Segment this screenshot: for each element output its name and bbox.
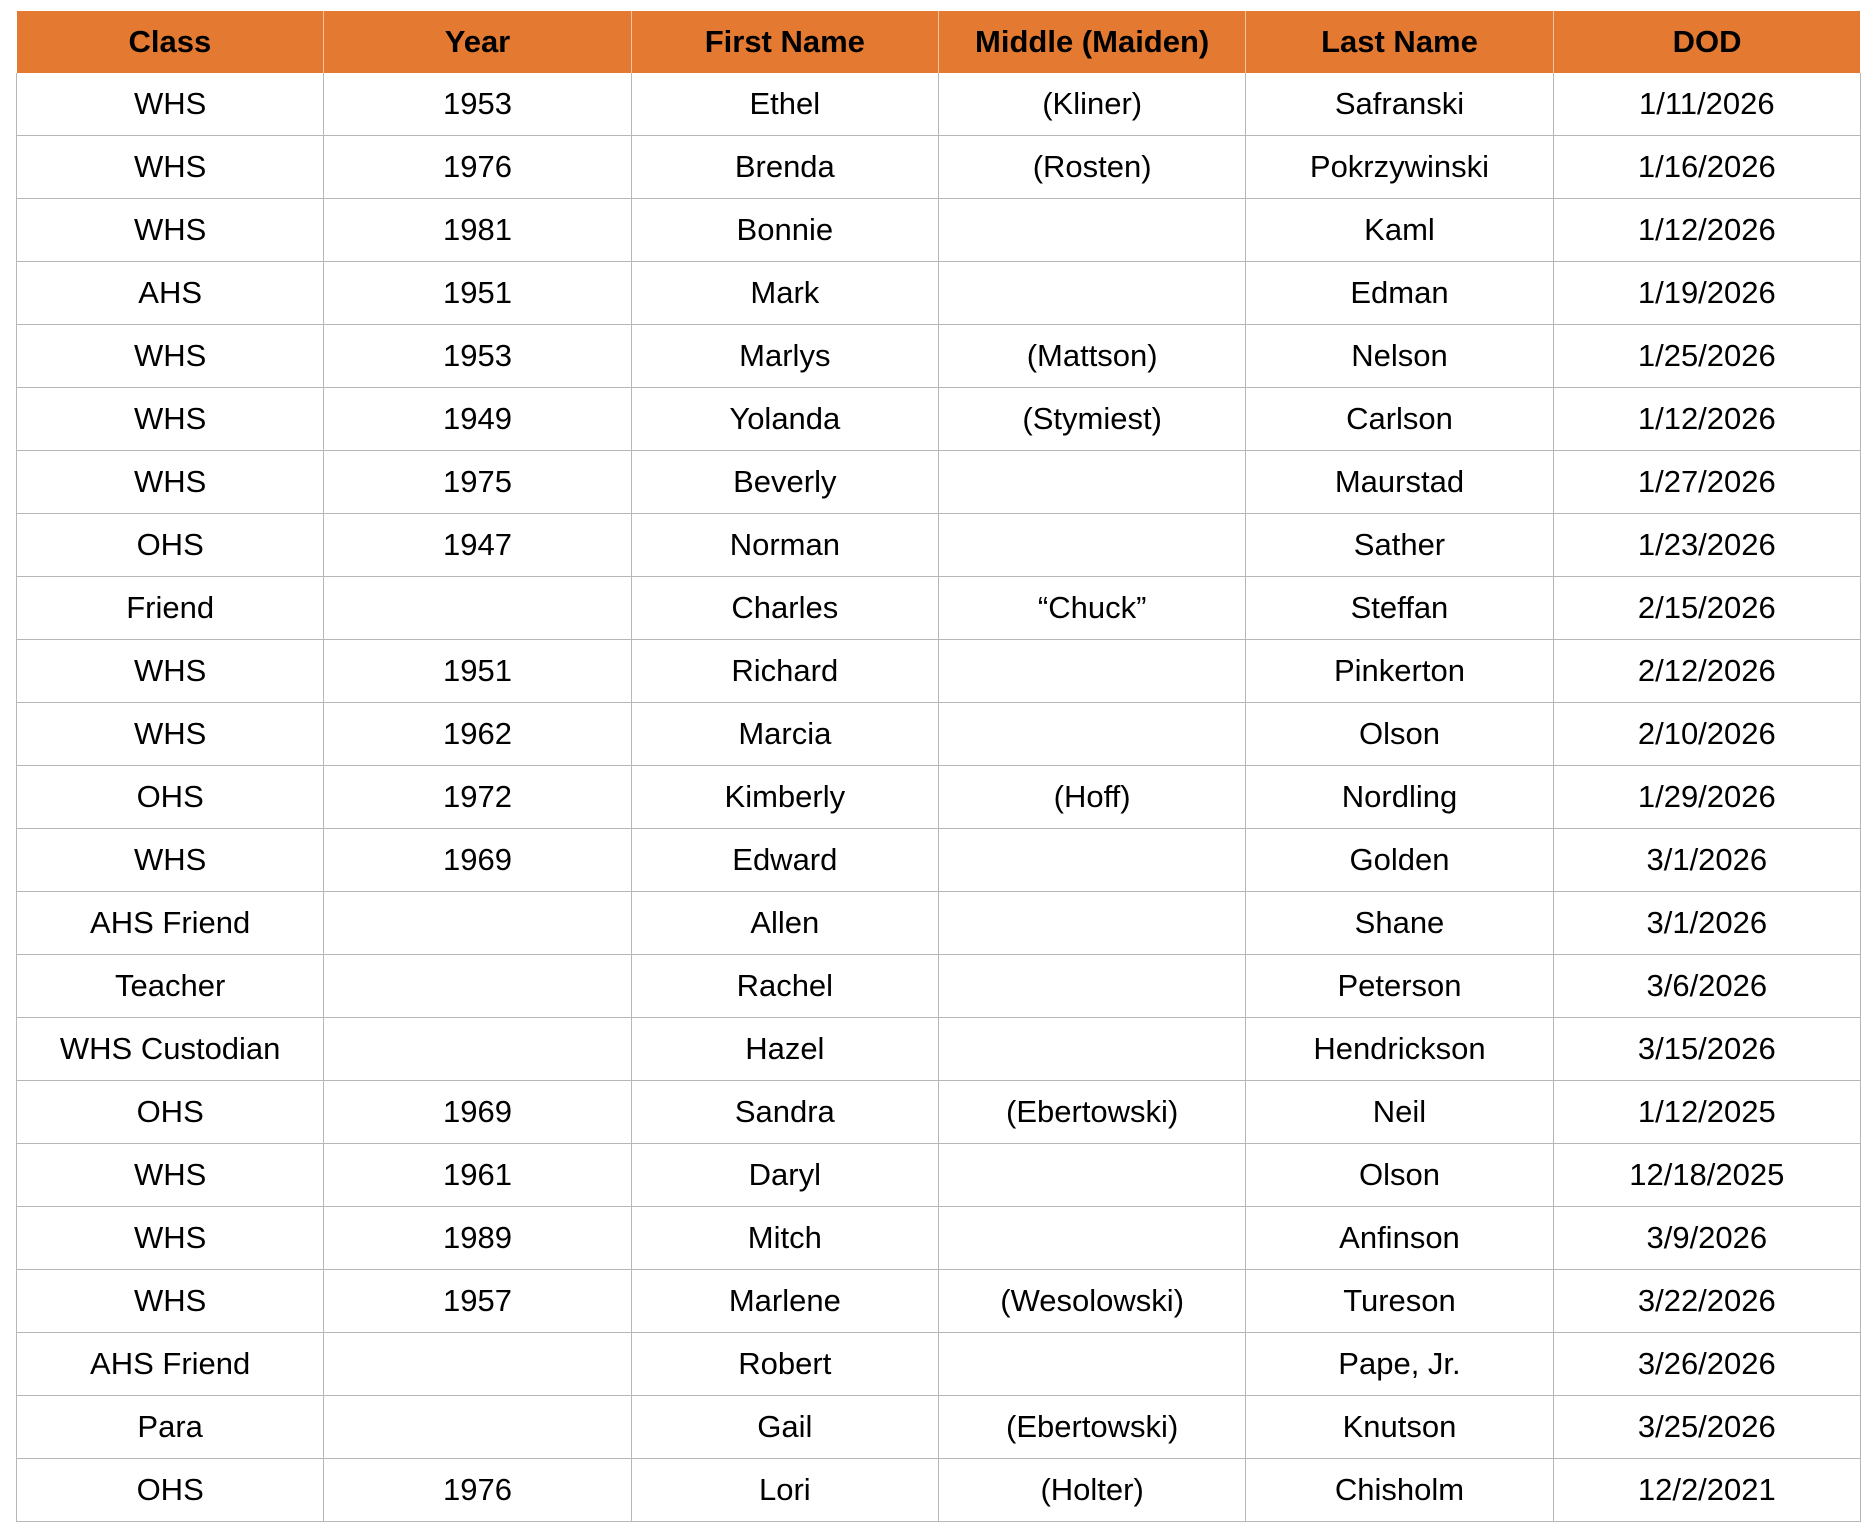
class-cell: WHS <box>17 199 324 262</box>
table-row <box>17 1459 1861 1522</box>
last-name-cell: Hendrickson <box>1246 1018 1553 1081</box>
year-cell: 1951 <box>324 640 631 703</box>
middle-maiden-cell <box>938 703 1245 766</box>
dod-cell: 1/12/2026 <box>1553 388 1860 451</box>
last-name-cell: Shane <box>1246 892 1553 955</box>
table-row <box>17 766 1861 829</box>
column-header-middle-maiden: Middle (Maiden) <box>938 11 1245 73</box>
year-cell: 1975 <box>324 451 631 514</box>
year-cell <box>324 892 631 955</box>
first-name-cell: Robert <box>631 1333 938 1396</box>
table-row <box>17 1333 1861 1396</box>
dod-cell: 3/1/2026 <box>1553 892 1860 955</box>
first-name-cell: Kimberly <box>631 766 938 829</box>
table-row <box>17 73 1861 136</box>
class-cell: WHS <box>17 1144 324 1207</box>
first-name-cell: Charles <box>631 577 938 640</box>
class-cell: WHS <box>17 451 324 514</box>
last-name-cell: Olson <box>1246 1144 1553 1207</box>
first-name-cell: Norman <box>631 514 938 577</box>
year-cell: 1981 <box>324 199 631 262</box>
table-row <box>17 829 1861 892</box>
class-cell: WHS <box>17 829 324 892</box>
last-name-cell: Anfinson <box>1246 1207 1553 1270</box>
class-cell: WHS <box>17 1207 324 1270</box>
year-cell: 1976 <box>324 136 631 199</box>
first-name-cell: Bonnie <box>631 199 938 262</box>
table-row <box>17 388 1861 451</box>
year-cell: 1989 <box>324 1207 631 1270</box>
column-header-first-name: First Name <box>631 11 938 73</box>
dod-cell: 12/2/2021 <box>1553 1459 1860 1522</box>
middle-maiden-cell: (Rosten) <box>938 136 1245 199</box>
dod-cell: 3/22/2026 <box>1553 1270 1860 1333</box>
middle-maiden-cell: (Stymiest) <box>938 388 1245 451</box>
year-cell <box>324 577 631 640</box>
roster-sheet <box>16 11 1860 1522</box>
dod-cell: 1/11/2026 <box>1553 73 1860 136</box>
table-row <box>17 1144 1861 1207</box>
table-row <box>17 136 1861 199</box>
table-header <box>17 11 1861 73</box>
class-cell: OHS <box>17 1081 324 1144</box>
middle-maiden-cell <box>938 451 1245 514</box>
column-header-year: Year <box>324 11 631 73</box>
class-cell: OHS <box>17 766 324 829</box>
last-name-cell: Tureson <box>1246 1270 1553 1333</box>
first-name-cell: Beverly <box>631 451 938 514</box>
class-cell: WHS <box>17 640 324 703</box>
last-name-cell: Golden <box>1246 829 1553 892</box>
class-cell: WHS <box>17 73 324 136</box>
middle-maiden-cell: (Ebertowski) <box>938 1081 1245 1144</box>
dod-cell: 1/12/2026 <box>1553 199 1860 262</box>
first-name-cell: Lori <box>631 1459 938 1522</box>
table-row <box>17 640 1861 703</box>
column-header-dod: DOD <box>1553 11 1860 73</box>
first-name-cell: Marlene <box>631 1270 938 1333</box>
class-cell: WHS <box>17 136 324 199</box>
column-header-last-name: Last Name <box>1246 11 1553 73</box>
year-cell: 1969 <box>324 829 631 892</box>
first-name-cell: Yolanda <box>631 388 938 451</box>
last-name-cell: Steffan <box>1246 577 1553 640</box>
year-cell <box>324 955 631 1018</box>
year-cell <box>324 1333 631 1396</box>
table-row <box>17 1081 1861 1144</box>
table-body <box>17 73 1861 1522</box>
first-name-cell: Gail <box>631 1396 938 1459</box>
first-name-cell: Hazel <box>631 1018 938 1081</box>
first-name-cell: Mark <box>631 262 938 325</box>
last-name-cell: Nordling <box>1246 766 1553 829</box>
dod-cell: 2/10/2026 <box>1553 703 1860 766</box>
header-row <box>17 11 1861 73</box>
year-cell: 1961 <box>324 1144 631 1207</box>
first-name-cell: Ethel <box>631 73 938 136</box>
year-cell: 1972 <box>324 766 631 829</box>
middle-maiden-cell: (Wesolowski) <box>938 1270 1245 1333</box>
dod-cell: 3/6/2026 <box>1553 955 1860 1018</box>
last-name-cell: Pape, Jr. <box>1246 1333 1553 1396</box>
middle-maiden-cell <box>938 199 1245 262</box>
first-name-cell: Marcia <box>631 703 938 766</box>
table-row <box>17 199 1861 262</box>
class-cell: OHS <box>17 514 324 577</box>
year-cell: 1951 <box>324 262 631 325</box>
year-cell: 1953 <box>324 73 631 136</box>
dod-cell: 1/25/2026 <box>1553 325 1860 388</box>
class-cell: Teacher <box>17 955 324 1018</box>
dod-cell: 2/15/2026 <box>1553 577 1860 640</box>
obituary-table <box>16 11 1861 1522</box>
class-cell: AHS <box>17 262 324 325</box>
table-row <box>17 514 1861 577</box>
table-row <box>17 1396 1861 1459</box>
dod-cell: 1/27/2026 <box>1553 451 1860 514</box>
first-name-cell: Mitch <box>631 1207 938 1270</box>
class-cell: WHS <box>17 388 324 451</box>
last-name-cell: Edman <box>1246 262 1553 325</box>
middle-maiden-cell: (Ebertowski) <box>938 1396 1245 1459</box>
table-row <box>17 262 1861 325</box>
first-name-cell: Sandra <box>631 1081 938 1144</box>
dod-cell: 1/23/2026 <box>1553 514 1860 577</box>
dod-cell: 3/25/2026 <box>1553 1396 1860 1459</box>
column-header-class: Class <box>17 11 324 73</box>
last-name-cell: Carlson <box>1246 388 1553 451</box>
year-cell: 1957 <box>324 1270 631 1333</box>
table-row <box>17 325 1861 388</box>
middle-maiden-cell: “Chuck” <box>938 577 1245 640</box>
dod-cell: 1/29/2026 <box>1553 766 1860 829</box>
last-name-cell: Pinkerton <box>1246 640 1553 703</box>
first-name-cell: Allen <box>631 892 938 955</box>
dod-cell: 1/12/2025 <box>1553 1081 1860 1144</box>
last-name-cell: Chisholm <box>1246 1459 1553 1522</box>
table-row <box>17 1207 1861 1270</box>
middle-maiden-cell: (Holter) <box>938 1459 1245 1522</box>
first-name-cell: Marlys <box>631 325 938 388</box>
middle-maiden-cell: (Kliner) <box>938 73 1245 136</box>
class-cell: AHS Friend <box>17 1333 324 1396</box>
middle-maiden-cell <box>938 514 1245 577</box>
year-cell: 1953 <box>324 325 631 388</box>
class-cell: OHS <box>17 1459 324 1522</box>
first-name-cell: Rachel <box>631 955 938 1018</box>
class-cell: AHS Friend <box>17 892 324 955</box>
year-cell: 1962 <box>324 703 631 766</box>
dod-cell: 3/26/2026 <box>1553 1333 1860 1396</box>
class-cell: Para <box>17 1396 324 1459</box>
last-name-cell: Neil <box>1246 1081 1553 1144</box>
middle-maiden-cell: (Hoff) <box>938 766 1245 829</box>
last-name-cell: Maurstad <box>1246 451 1553 514</box>
last-name-cell: Olson <box>1246 703 1553 766</box>
middle-maiden-cell <box>938 892 1245 955</box>
middle-maiden-cell <box>938 1333 1245 1396</box>
table-row <box>17 703 1861 766</box>
table-row <box>17 451 1861 514</box>
last-name-cell: Safranski <box>1246 73 1553 136</box>
dod-cell: 3/1/2026 <box>1553 829 1860 892</box>
dod-cell: 12/18/2025 <box>1553 1144 1860 1207</box>
table-row <box>17 1018 1861 1081</box>
class-cell: WHS <box>17 325 324 388</box>
first-name-cell: Richard <box>631 640 938 703</box>
first-name-cell: Brenda <box>631 136 938 199</box>
dod-cell: 1/16/2026 <box>1553 136 1860 199</box>
first-name-cell: Daryl <box>631 1144 938 1207</box>
middle-maiden-cell <box>938 1144 1245 1207</box>
table-row <box>17 1270 1861 1333</box>
middle-maiden-cell <box>938 955 1245 1018</box>
middle-maiden-cell <box>938 1207 1245 1270</box>
year-cell: 1969 <box>324 1081 631 1144</box>
middle-maiden-cell <box>938 640 1245 703</box>
class-cell: Friend <box>17 577 324 640</box>
dod-cell: 3/15/2026 <box>1553 1018 1860 1081</box>
table-row <box>17 892 1861 955</box>
last-name-cell: Kaml <box>1246 199 1553 262</box>
middle-maiden-cell: (Mattson) <box>938 325 1245 388</box>
year-cell: 1947 <box>324 514 631 577</box>
class-cell: WHS <box>17 1270 324 1333</box>
table-row <box>17 577 1861 640</box>
last-name-cell: Peterson <box>1246 955 1553 1018</box>
middle-maiden-cell <box>938 829 1245 892</box>
year-cell: 1949 <box>324 388 631 451</box>
year-cell: 1976 <box>324 1459 631 1522</box>
dod-cell: 2/12/2026 <box>1553 640 1860 703</box>
last-name-cell: Sather <box>1246 514 1553 577</box>
class-cell: WHS <box>17 703 324 766</box>
middle-maiden-cell <box>938 262 1245 325</box>
middle-maiden-cell <box>938 1018 1245 1081</box>
year-cell <box>324 1018 631 1081</box>
first-name-cell: Edward <box>631 829 938 892</box>
last-name-cell: Knutson <box>1246 1396 1553 1459</box>
dod-cell: 3/9/2026 <box>1553 1207 1860 1270</box>
year-cell <box>324 1396 631 1459</box>
last-name-cell: Pokrzywinski <box>1246 136 1553 199</box>
class-cell: WHS Custodian <box>17 1018 324 1081</box>
dod-cell: 1/19/2026 <box>1553 262 1860 325</box>
table-row <box>17 955 1861 1018</box>
last-name-cell: Nelson <box>1246 325 1553 388</box>
